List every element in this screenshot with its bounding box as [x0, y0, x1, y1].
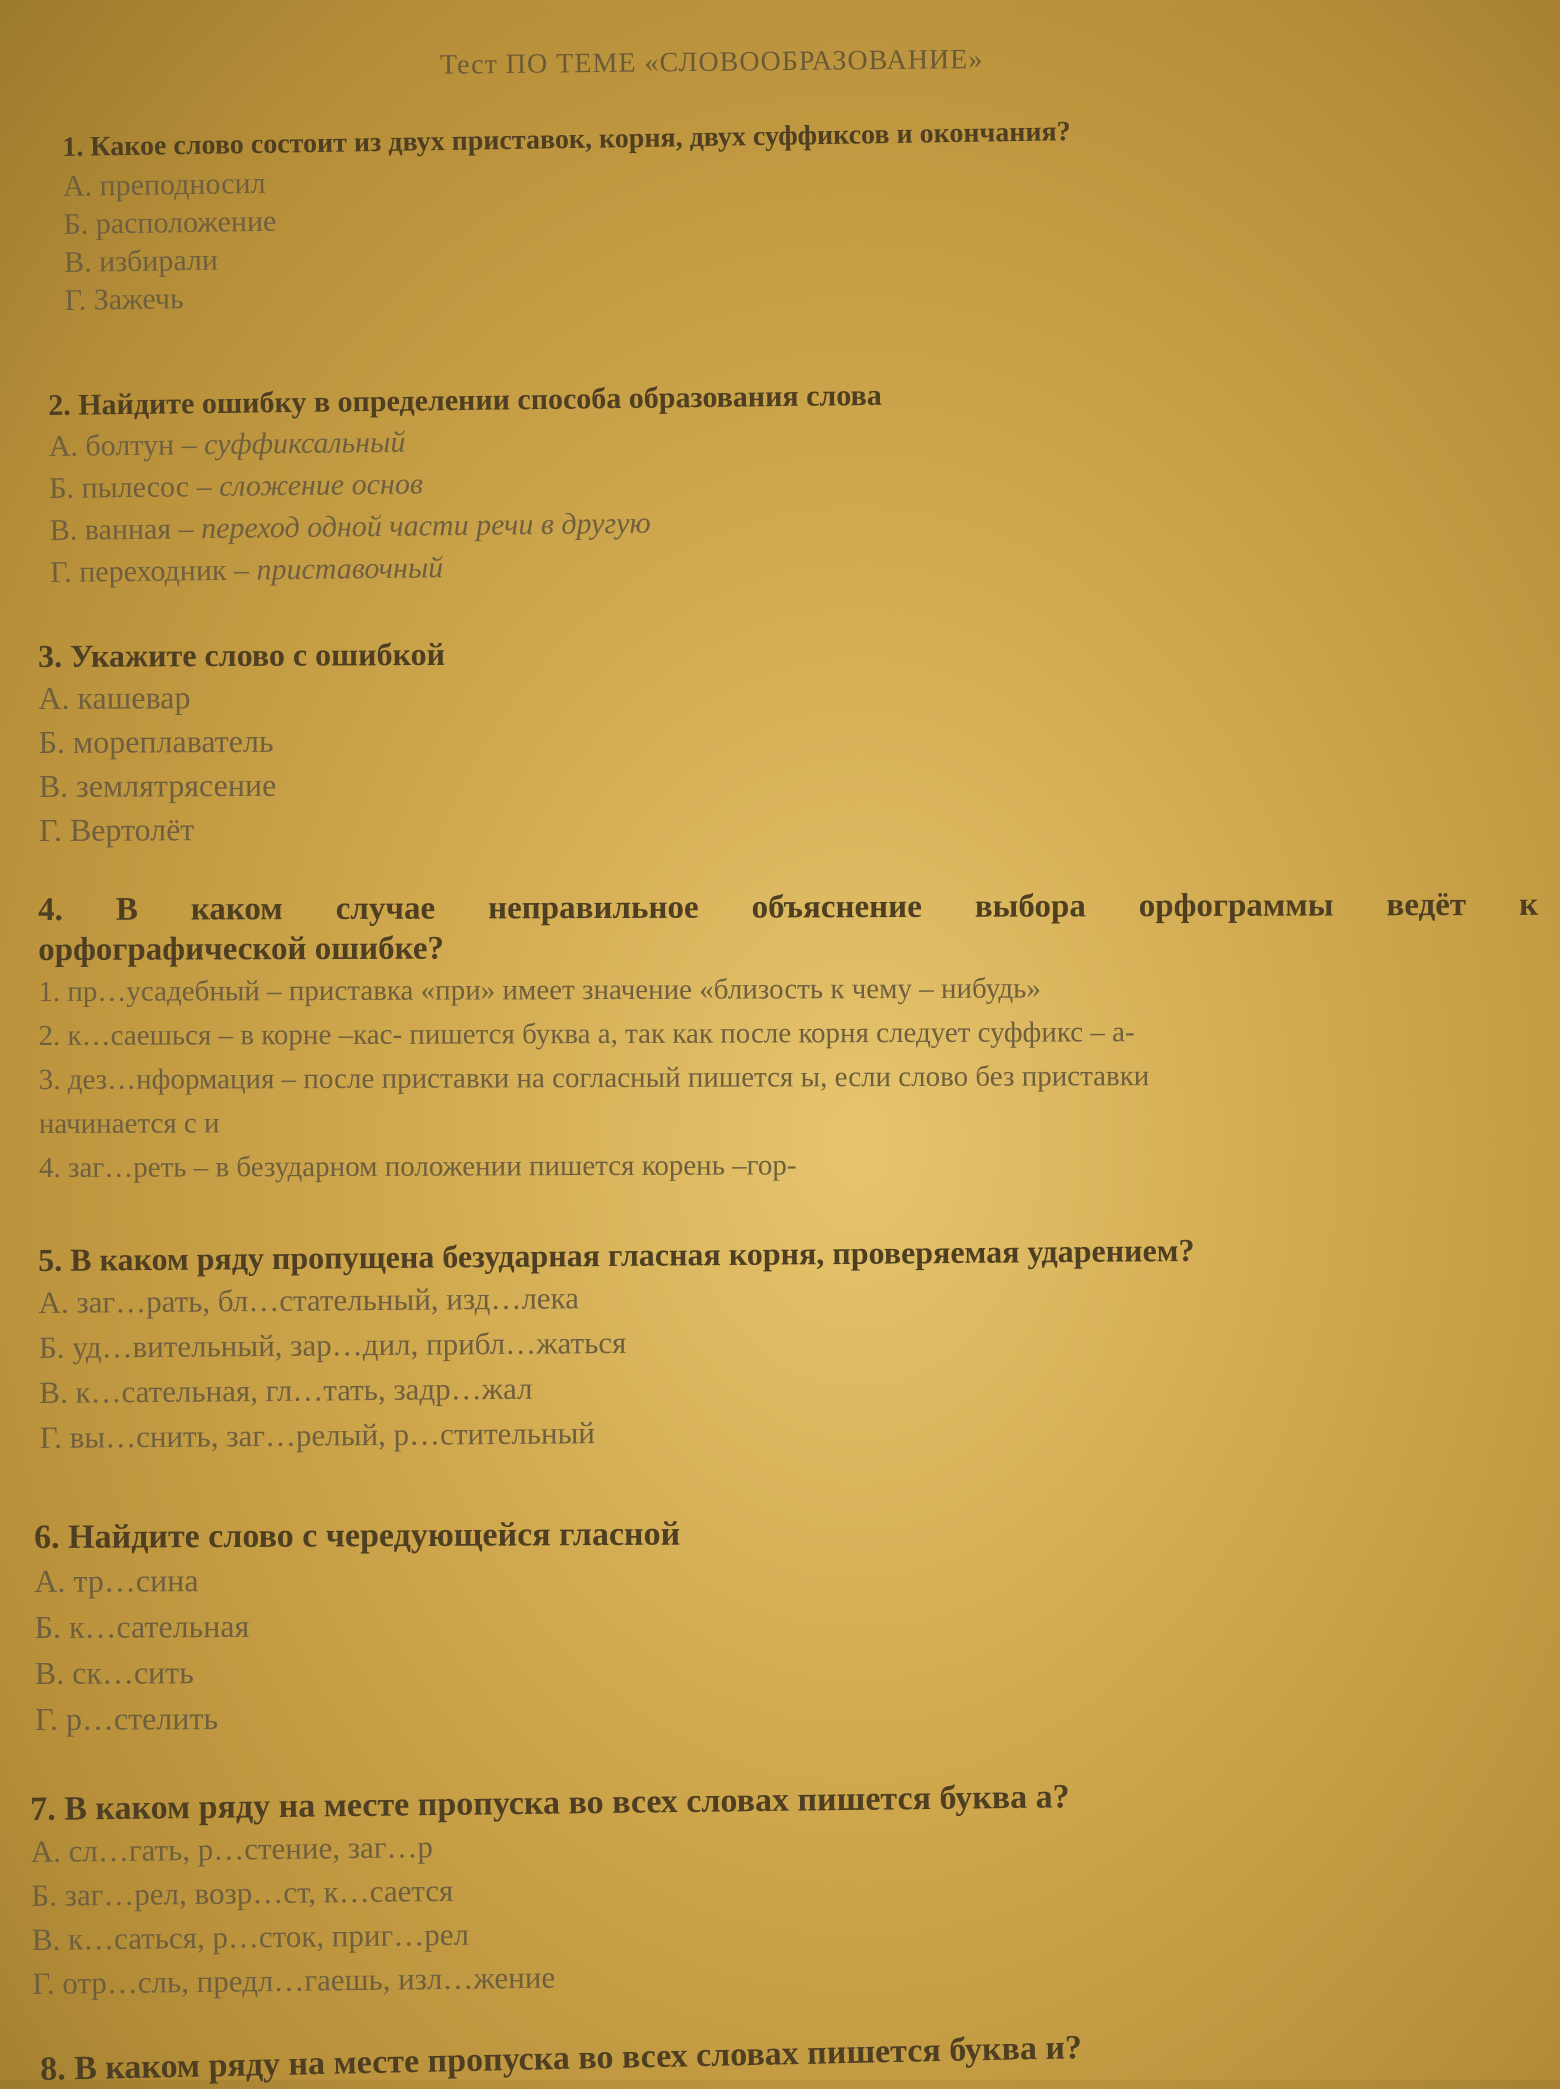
option-word: Г. переходник –: [50, 553, 257, 589]
answer-option: А. кашевар: [38, 679, 191, 716]
question-text: 7. В каком ряду на месте пропуска во всех словах пишется буква а?: [30, 1778, 1070, 1828]
answer-option: А. тр…сина: [34, 1562, 199, 1599]
option-word: В. ванная –: [49, 512, 202, 547]
answer-option: Б. к…сательная: [34, 1607, 250, 1645]
answer-option: 3. дез…нформация – после приставки на согласный пишется ы, если слово без приставки: [38, 1060, 1150, 1096]
answer-option: В. избирали: [63, 243, 219, 279]
answer-option: А. сл…гать, р…стение, заг…р: [30, 1829, 434, 1869]
question-8-cut-off: 8. В каком ряду на месте пропуска во всех словах пишется буква и?: [39, 2029, 1083, 2088]
answer-option-continuation: начинается с и: [38, 1107, 220, 1140]
option-method: суффиксальный: [203, 425, 406, 462]
option-method: сложение основ: [218, 467, 424, 503]
answer-option: В. к…саться, р…сток, приг…рел: [31, 1916, 470, 1957]
option-word: Б. пылесос –: [49, 469, 220, 505]
answer-option: Г. р…стелить: [34, 1700, 219, 1737]
answer-option: А. заг…рать, бл…стательный, изд…лека: [38, 1280, 580, 1320]
answer-option: В. землятрясение: [38, 766, 277, 804]
question-7: [30, 1777, 1072, 2006]
page-title: Тест ПО ТЕМЕ «СЛОВООБРАЗОВАНИЕ»: [439, 43, 984, 81]
question-3: [38, 634, 446, 852]
question-2: [48, 376, 884, 594]
answer-option: [50, 542, 884, 594]
question-text-line-1: 4. В каком случае неправильное объяснение выбора орфограммы ведёт к: [38, 886, 1539, 928]
answer-option: В. к…сательная, гл…тать, задр…жал: [39, 1370, 533, 1410]
question-4: [38, 885, 1539, 1190]
question-text: 3. Укажите слово с ошибкой: [38, 635, 446, 674]
option-method: приставочный: [256, 551, 444, 587]
answer-option: А. преподносил: [62, 166, 266, 203]
question-text: 6. Найдите слово с чередующейся гласной: [34, 1515, 681, 1556]
answer-option: Г. Вертолёт: [38, 811, 195, 848]
question-5: [38, 1230, 1196, 1460]
question-text: 2. Найдите ошибку в определении способа образования слова: [48, 378, 882, 422]
answer-option: Б. мореплаватель: [38, 722, 274, 760]
question-text: 5. В каком ряду пропущена безударная гласная корня, проверяемая ударением?: [38, 1231, 1195, 1278]
answer-option: Б. заг…рел, возр…ст, к…сается: [31, 1872, 454, 1913]
answer-option: 2. к…саешься – в корне –кас- пишется буква а, так как после корня следует суффикс – а-: [38, 1016, 1135, 1052]
answer-option: Б. расположение: [63, 204, 277, 241]
question-6: [34, 1515, 681, 1742]
question-text-line-2: орфографической ошибке?: [38, 930, 445, 968]
answer-option: Б. уд…вительный, зар…дил, прибл…жаться: [38, 1324, 627, 1365]
answer-option: 4. заг…реть – в безударном положении пишется корень –гор-: [38, 1149, 797, 1184]
question-text: 1. Какое слово состоит из двух приставок, корня, двух суффиксов и окончания?: [62, 116, 1071, 163]
answer-option: В. ск…сить: [34, 1654, 194, 1691]
answer-option: Г. Зажечь: [64, 282, 184, 317]
question-1: [62, 112, 1073, 320]
answer-option: Г. отр…сль, предл…гаешь, изл…жение: [32, 1959, 556, 2001]
answer-option: Г. вы…снить, заг…релый, р…стительный: [39, 1415, 596, 1455]
option-word: А. болтун –: [48, 428, 205, 463]
answer-option: 1. пр…усадебный – приставка «при» имеет значение «близость к чему – нибудь»: [38, 972, 1041, 1008]
option-method: переход одной части речи в другую: [200, 506, 651, 546]
